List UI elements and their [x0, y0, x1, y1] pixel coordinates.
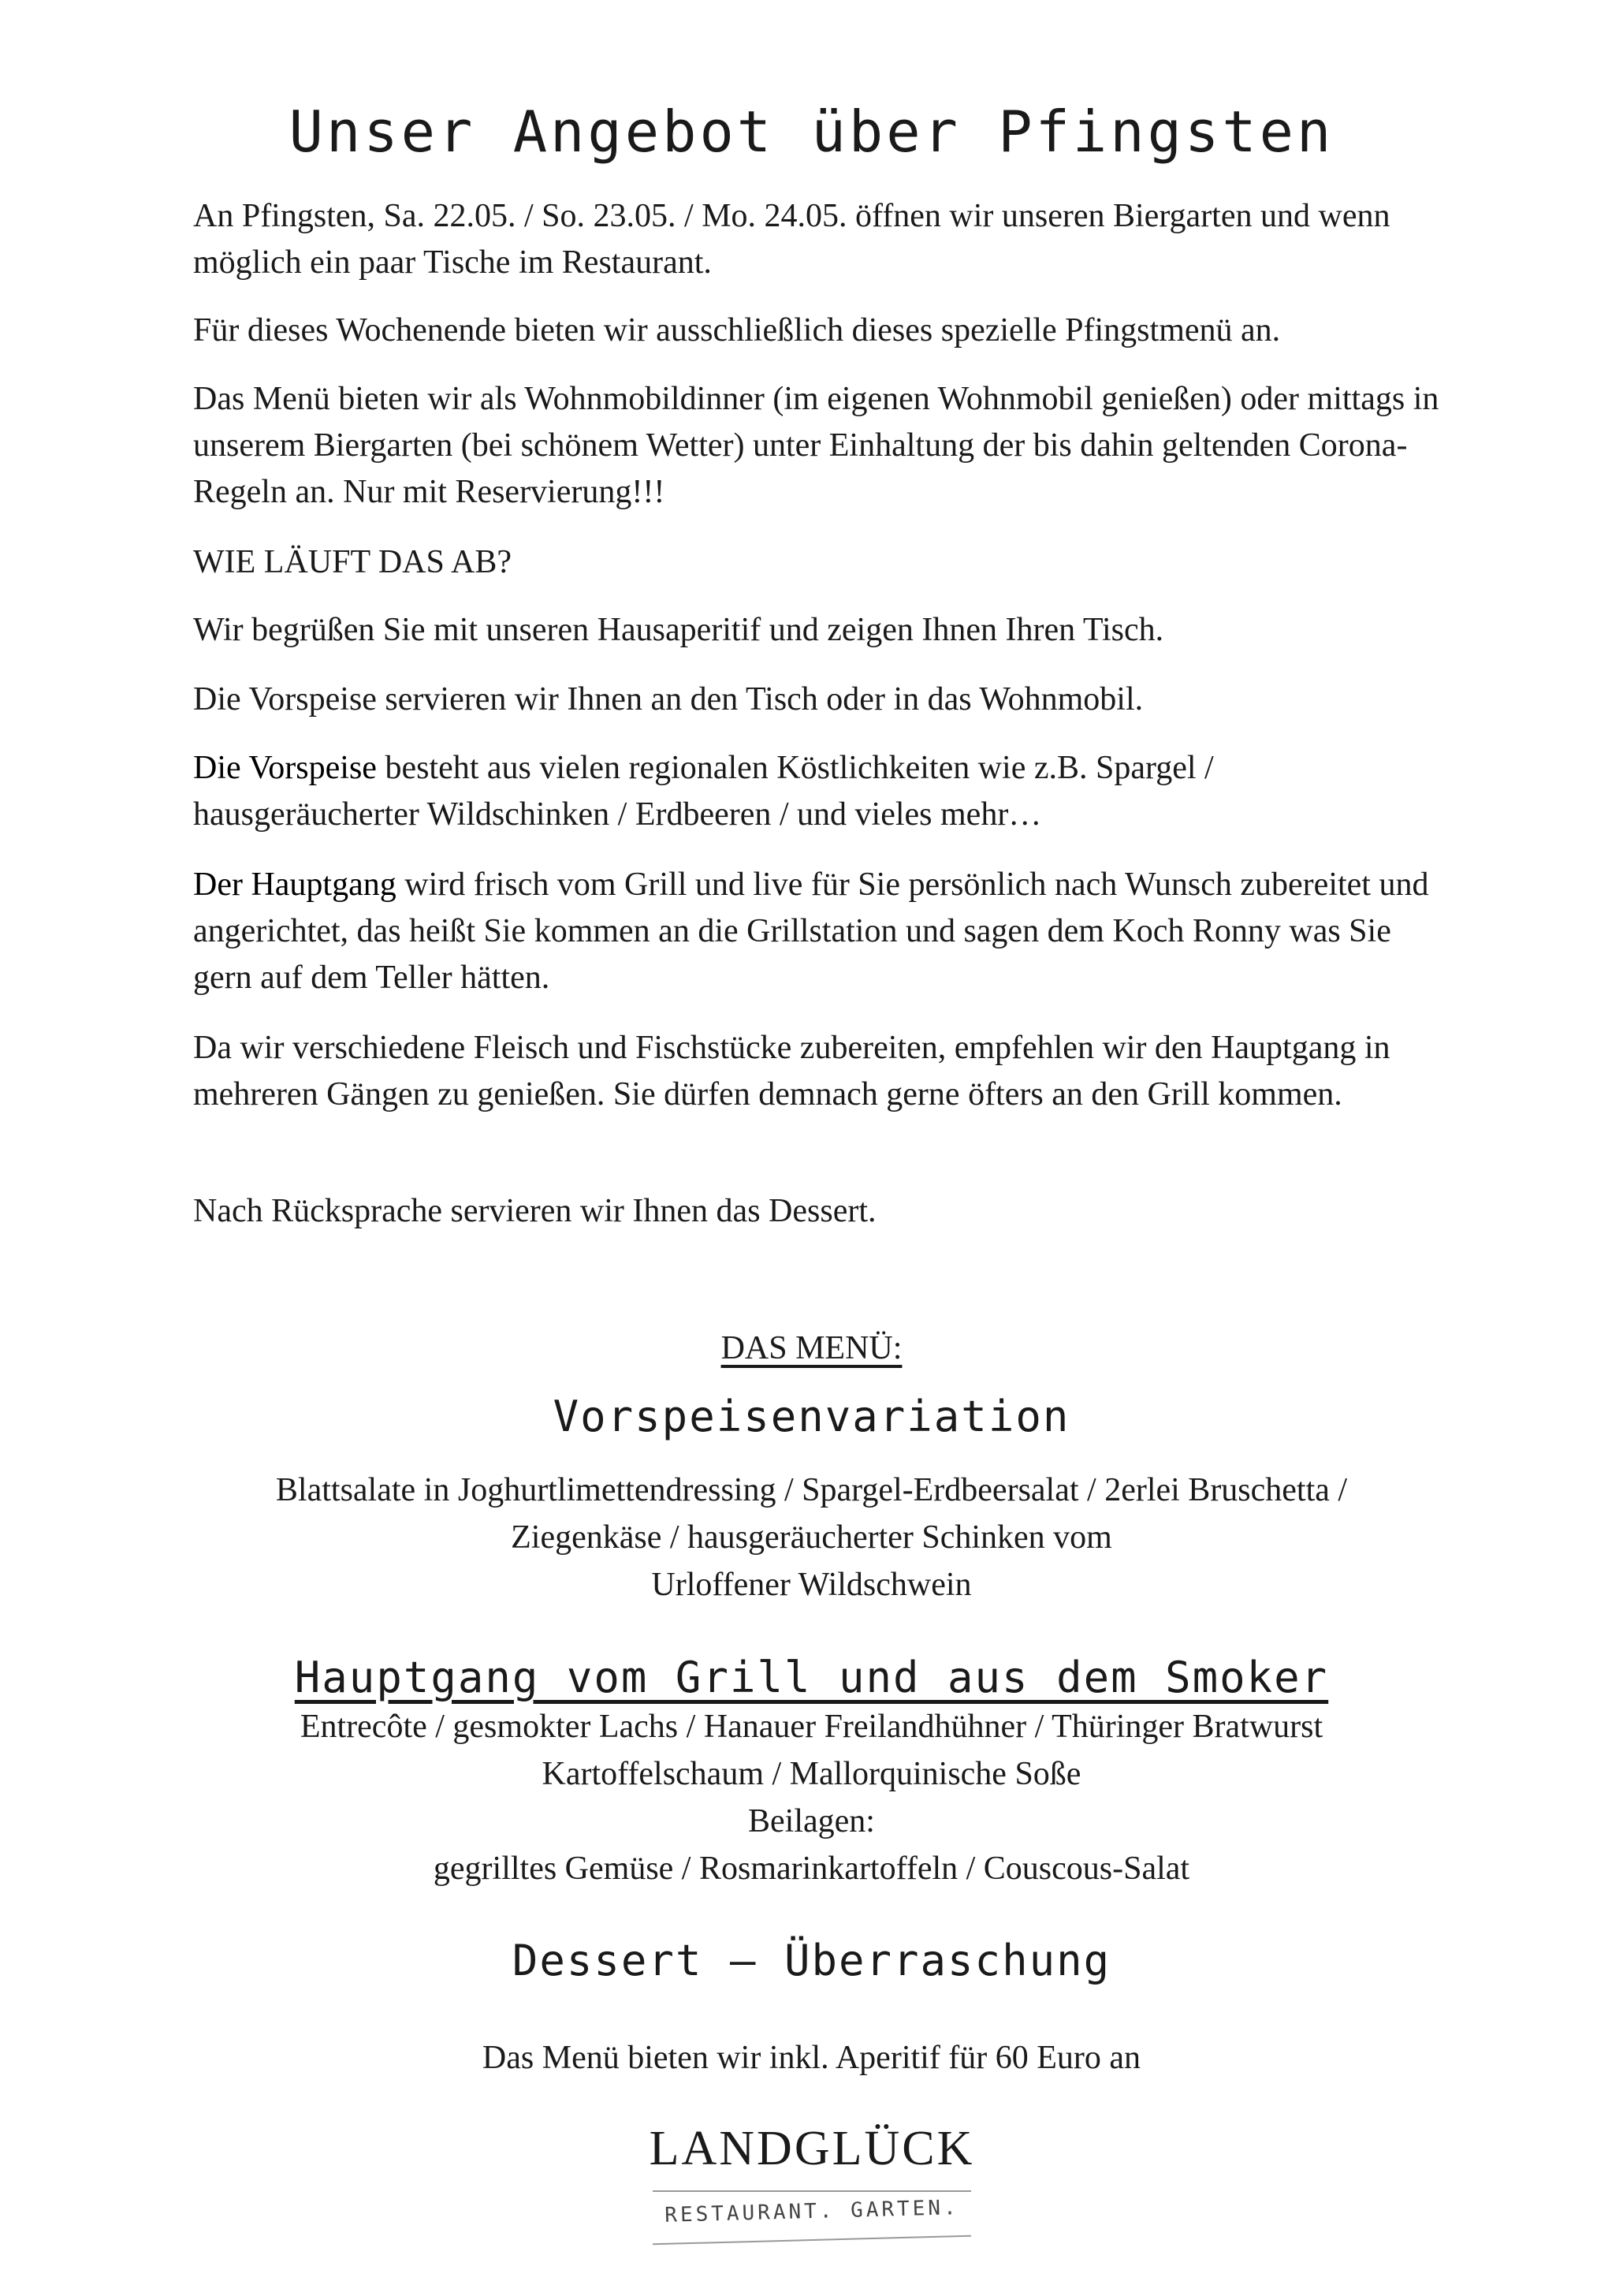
logo-name: LANDGLÜCK: [649, 2122, 975, 2175]
starter-title: Vorspeisenvariation: [553, 1392, 1070, 1441]
how-paragraph-6: Nach Rücksprache servieren wir Ihnen das Dessert.: [193, 1193, 877, 1229]
logo-divider-bottom: [653, 2235, 971, 2246]
starter-description: besteht aus vielen regionalen Köstlichkeiten wie z.B. Spargel / hausgeräucherter Wildschinken / Erdbeeren / und vieles mehr…: [193, 750, 1214, 833]
main-course-title: [0, 1653, 1623, 1703]
intro-paragraph-3: Das Menü bieten wir als Wohnmobildinner (im eigenen Wohnmobil genießen) oder mittags in unserem Biergarten (bei schönem Wetter) unter Einhaltung der bis dahin geltenden Corona-Regeln an. Nur mit Reservierung!!!: [193, 381, 1439, 510]
logo-divider-top: [653, 2190, 971, 2192]
starter-line-2: Ziegenkäse / hausgeräucherter Schinken vom: [511, 1519, 1112, 1556]
how-paragraph-1: Wir begrüßen Sie mit unseren Hausaperitif und zeigen Ihnen Ihren Tisch.: [193, 612, 1164, 648]
main-line-2: Kartoffelschaum / Mallorquinische Soße: [542, 1756, 1081, 1792]
how-paragraph-2: Die Vorspeise servieren wir Ihnen an den Tisch oder in das Wohnmobil.: [193, 681, 1144, 718]
main-line-4: gegrilltes Gemüse / Rosmarinkartoffeln / Couscous-Salat: [433, 1851, 1190, 1887]
how-heading: WIE LÄUFT DAS AB?: [193, 544, 512, 580]
main-course-title-text: Hauptgang vom Grill und aus dem Smoker: [294, 1653, 1329, 1702]
starter-line-1: Blattsalate in Joghurtlimettendressing / Spargel-Erdbeersalat / 2erlei Bruschetta /: [275, 1472, 1348, 1508]
price-line: Das Menü bieten wir inkl. Aperitif für 60 Euro an: [482, 2040, 1141, 2076]
menu-heading: DAS MENÜ:: [720, 1330, 903, 1366]
how-paragraph-5: Da wir verschiedene Fleisch und Fischstücke zubereiten, empfehlen wir den Hauptgang in mehreren Gängen zu genießen. Sie dürfen demnach gerne öfters an den Grill kommen.: [193, 1030, 1390, 1113]
intro-paragraph-2: Für dieses Wochenende bieten wir ausschließlich dieses spezielle Pfingstmenü an.: [193, 312, 1281, 348]
intro-paragraph-1: An Pfingsten, Sa. 22.05. / So. 23.05. / Mo. 24.05. öffnen wir unseren Biergarten und wenn möglich ein paar Tische im Restaurant.: [193, 198, 1390, 281]
logo-subtitle: RESTAURANT. GARTEN.: [664, 2196, 960, 2227]
page-title: Unser Angebot über Pfingsten: [288, 99, 1335, 165]
dessert-title: Dessert – Überraschung: [512, 1936, 1111, 1985]
how-paragraph-3: [193, 745, 1446, 838]
how-paragraph-4: [193, 862, 1446, 1001]
main-course-description: wird frisch vom Grill und live für Sie persönlich nach Wunsch zubereitet und angerichtet, das heißt Sie kommen an die Grillstation und sagen dem Koch Ronny was Sie gern auf dem Teller hätten.: [193, 867, 1429, 996]
main-line-1: Entrecôte / gesmokter Lachs / Hanauer Freilandhühner / Thüringer Bratwurst: [300, 1709, 1323, 1745]
landglueck-logo: [646, 2121, 977, 2263]
main-line-3: Beilagen:: [748, 1803, 875, 1839]
starter-line-3: Urloffener Wildschwein: [651, 1567, 972, 1603]
starter-emphasis: Die Vorspeise: [193, 750, 377, 786]
main-course-emphasis: Der Hauptgang: [193, 867, 396, 903]
